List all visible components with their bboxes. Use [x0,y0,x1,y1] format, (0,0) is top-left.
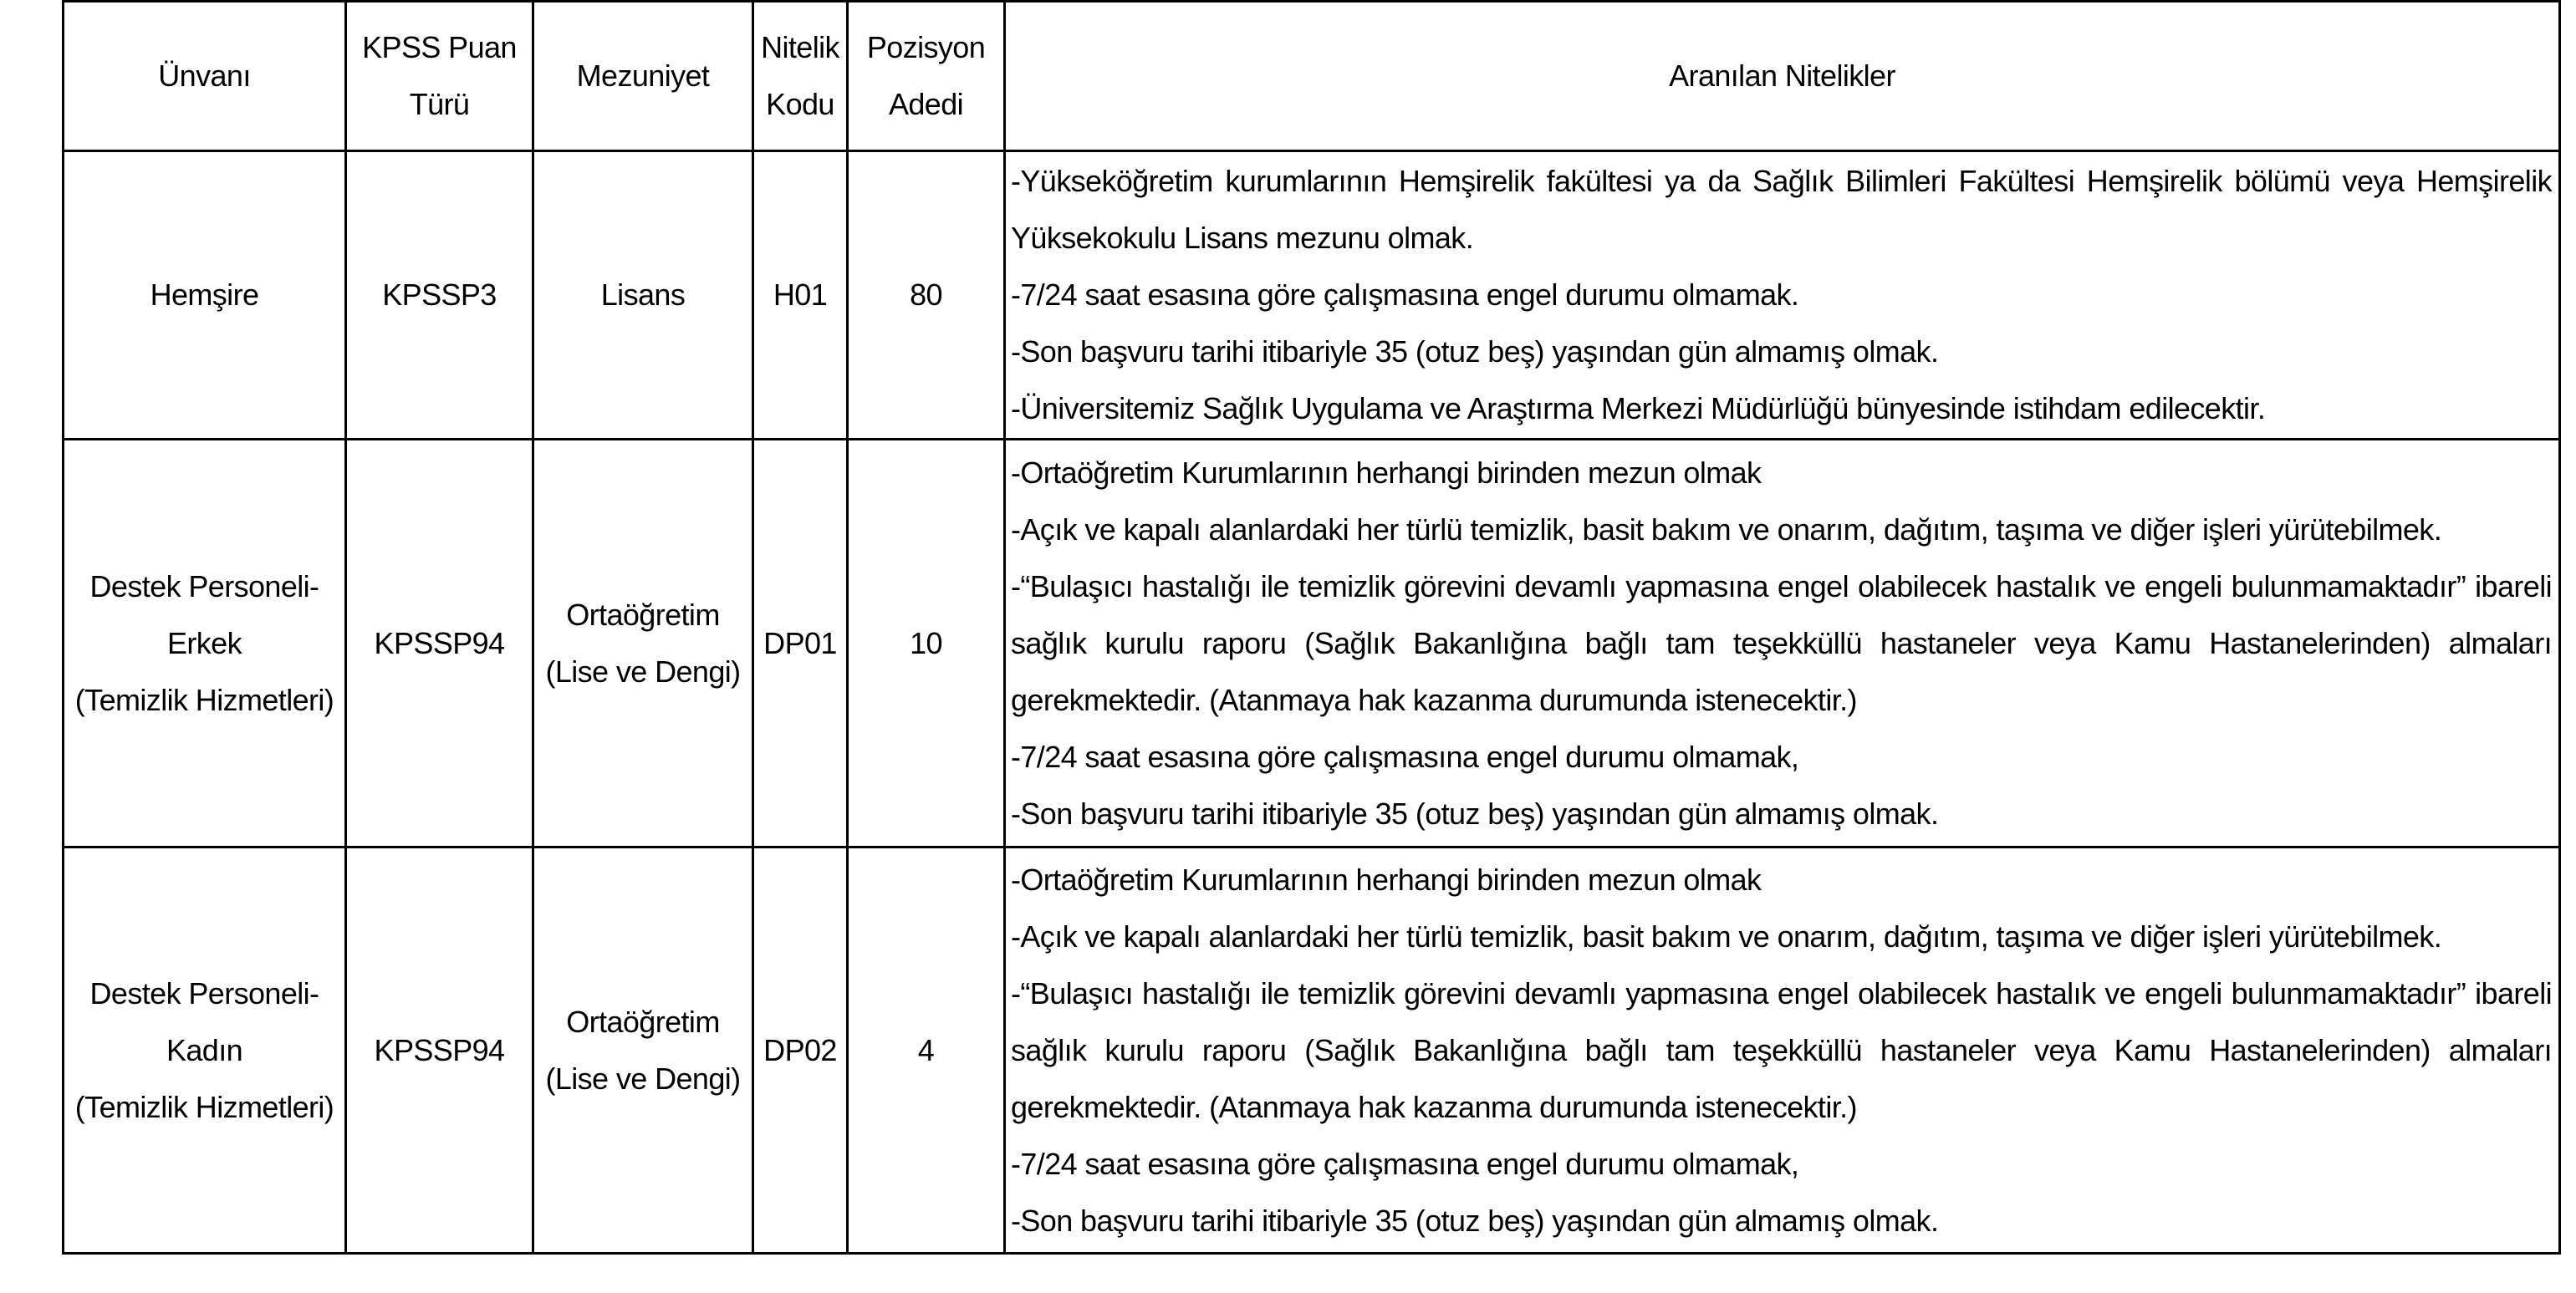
cell-title [64,151,346,440]
cell-title [64,848,346,1254]
qualification-item: -Üniversitemiz Sağlık Uygulama ve Araştırma Merkezi Müdürlüğü bünyesinde istihdam edilecektir. [1011,391,2266,425]
header-count-line2: Adedi [888,87,964,121]
cell-code [753,151,848,440]
qualification-item: -Ortaöğretim Kurumlarının herhangi birinden mezun olmak [1011,455,1762,490]
cell-code [753,848,848,1254]
header-kpss [346,2,533,151]
count-value: 4 [917,1032,935,1067]
header-code [753,2,848,151]
kpss-value: KPSSP3 [382,277,497,312]
qualification-item: -Ortaöğretim Kurumlarının herhangi birinden mezun olmak [1011,862,1762,897]
qualification-item: -7/24 saat esasına göre çalışmasına engel durumu olmamak, [1011,739,1799,774]
header-code-line2: Kodu [766,87,834,121]
qualification-item: -7/24 saat esasına göre çalışmasına engel durumu olmamak, [1011,1146,1799,1181]
cell-qualifications [1005,151,2560,440]
graduation-line: Lisans [600,277,686,312]
header-count [848,2,1005,151]
qualification-item: -“Bulaşıcı hastalığı ile temizlik görevini devamlı yapmasına engel olabilecek hastalık ve engeli bulunmamaktadır” ibareli sağlık kurulu raporu (Sağlık Bakanlığına bağlı tam teşekküllü hastaneler veya Kamu Hastanelerinden) almaları gerekmektedir. (Atanmaya hak kazanma durumunda istenecektir.) [1011,975,2552,1124]
code-value: H01 [773,277,828,312]
title-line: Kadın [166,1032,243,1067]
header-qualifications-label: Aranılan Nitelikler [1669,59,1895,93]
count-value: 80 [910,277,942,312]
title-line: Destek Personeli- [89,975,319,1010]
header-kpss-line1: KPSS Puan [362,30,517,64]
header-title [64,2,346,151]
header-row [64,2,2560,151]
qualification-item: -“Bulaşıcı hastalığı ile temizlik görevini devamlı yapmasına engel olabilecek hastalık ve engeli bulunmamaktadır” ibareli sağlık kurulu raporu (Sağlık Bakanlığına bağlı tam teşekküllü hastaneler veya Kamu Hastanelerinden) almaları gerekmektedir. (Atanmaya hak kazanma durumunda istenecektir.) [1011,568,2552,717]
header-title-label: Ünvanı [158,59,251,93]
cell-count [848,151,1005,440]
qualification-item: -7/24 saat esasına göre çalışmasına engel durumu olmamak. [1011,277,1799,312]
header-graduation [533,2,753,151]
title-line: Erkek [166,625,242,660]
qualification-item: -Son başvuru tarihi itibariyle 35 (otuz beş) yaşından gün almamış olmak. [1011,334,1939,369]
count-value: 10 [910,625,942,660]
qualification-item: -Yükseköğretim kurumlarının Hemşirelik fakültesi ya da Sağlık Bilimleri Fakültesi Hemşirelik bölümü veya Hemşirelik Yüksekokulu Lisans mezunu olmak. [1011,164,2552,255]
title-line: (Temizlik Hizmetleri) [74,1089,334,1124]
positions-table [62,0,2561,1255]
cell-kpss [346,848,533,1254]
cell-qualifications [1005,440,2560,848]
graduation-line: (Lise ve Dengi) [545,654,741,689]
header-code-line1: Nitelik [761,30,839,64]
cell-graduation [533,440,753,848]
cell-count [848,440,1005,848]
code-value: DP01 [763,625,837,660]
title-line: Hemşire [150,277,259,312]
cell-code [753,440,848,848]
cell-count [848,848,1005,1254]
graduation-line: Ortaöğretim [566,1004,720,1039]
header-qualifications [1005,2,2560,151]
cell-qualifications [1005,848,2560,1254]
kpss-value: KPSSP94 [374,625,505,660]
cell-graduation [533,848,753,1254]
header-kpss-line2: Türü [409,87,470,121]
qualification-item: -Açık ve kapalı alanlardaki her türlü temizlik, basit bakım ve onarım, dağıtım, taşıma ve diğer işleri yürütebilmek. [1011,919,2442,954]
table-row [64,440,2560,848]
header-count-line1: Pozisyon [866,30,986,64]
table-row [64,151,2560,440]
graduation-line: Ortaöğretim [566,597,720,632]
title-line: Destek Personeli- [89,568,319,603]
title-line: (Temizlik Hizmetleri) [74,682,334,717]
cell-kpss [346,151,533,440]
graduation-line: (Lise ve Dengi) [545,1061,741,1096]
code-value: DP02 [763,1032,837,1067]
header-graduation-label: Mezuniyet [576,59,710,93]
qualification-item: -Açık ve kapalı alanlardaki her türlü temizlik, basit bakım ve onarım, dağıtım, taşıma ve diğer işleri yürütebilmek. [1011,512,2442,547]
table-row [64,848,2560,1254]
cell-kpss [346,440,533,848]
cell-title [64,440,346,848]
cell-graduation [533,151,753,440]
qualification-item: -Son başvuru tarihi itibariyle 35 (otuz beş) yaşından gün almamış olmak. [1011,796,1939,831]
qualification-item: -Son başvuru tarihi itibariyle 35 (otuz beş) yaşından gün almamış olmak. [1011,1203,1939,1238]
kpss-value: KPSSP94 [374,1032,505,1067]
